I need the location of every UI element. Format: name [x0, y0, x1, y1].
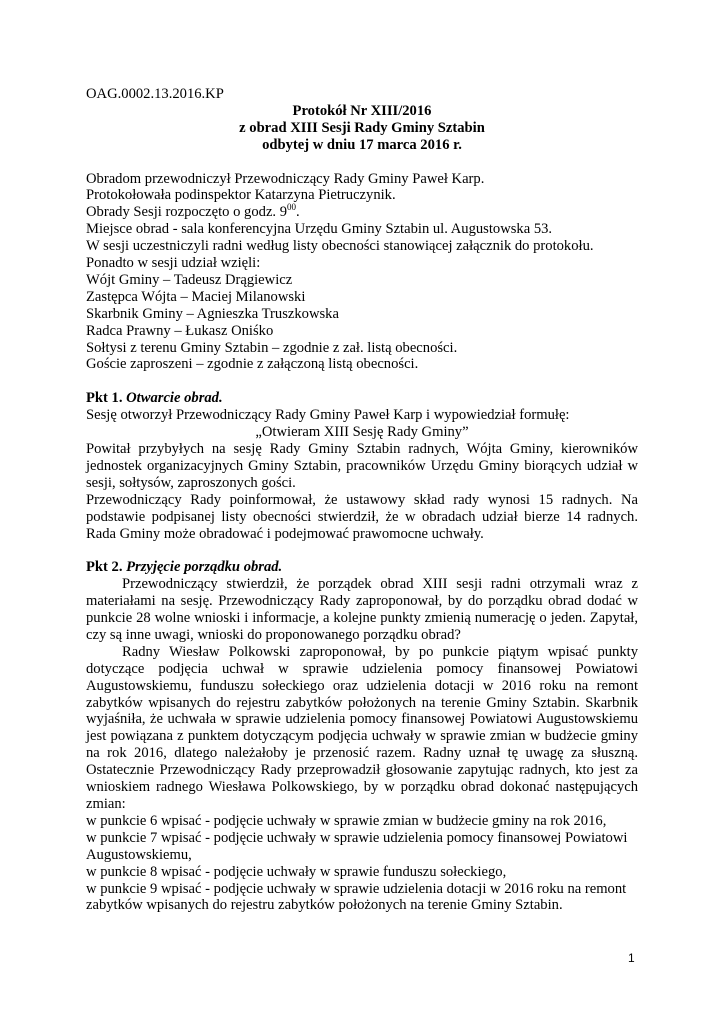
page-number: 1 [628, 951, 635, 965]
attendance-line: W sesji uczestniczyli radni według listy obecności stanowiącej załącznik do protokołu. [86, 238, 594, 255]
document-reference: OAG.0002.13.2016.KP [86, 86, 224, 102]
attendee-legal: Radca Prawny – Łukasz Oniśko [86, 322, 274, 339]
pkt2-item-1: w punkcie 6 wpisać - podjęcie uchwały w sprawie zmian w budżecie gminy na rok 2016, [86, 812, 607, 829]
pkt1-lead: Sesję otworzył Przewodniczący Rady Gminy Paweł Karp i wypowiedział formułę: [86, 407, 570, 424]
attendee-deputy: Zastępca Wójta – Maciej Milanowski [86, 288, 306, 305]
pkt2-heading: Pkt 2. Przyjęcie porządku obrad. [86, 559, 283, 576]
also-present-line: Ponadto w sesji udział wzięli: [86, 255, 261, 272]
attendee-soltys: Sołtysi z terenu Gminy Sztabin – zgodnie z zał. listą obecności. [86, 339, 458, 356]
pkt1-paragraph-2: Przewodniczący Rady poinformował, że ustawowy skład rady wynosi 15 radnych. Na podstawie podpisanej listy obecności stwierdził, że w obradach udział bierze 14 radnych. Rada Gminy może obradować i podejmować prawomocne uchwały. [86, 491, 638, 542]
pkt2-item-4: w punkcie 9 wpisać - podjęcie uchwały w sprawie udzielenia dotacji w 2016 roku na remont zabytków wpisanych do rejestru zabytków położonych na terenie Gminy Sztabin. [86, 880, 627, 914]
attendee-mayor: Wójt Gminy – Tadeusz Drągiewicz [86, 271, 293, 288]
pkt1-paragraph-1: Powitał przybyłych na sesję Rady Gminy Sztabin radnych, Wójta Gminy, kierowników jednostek organizacyjnych Gminy Sztabin, pracowników Urzędu Gminy biorących udział w sesji, sołtysów, zaproszonych gości. [86, 441, 638, 491]
start-time-line: Obrady Sesji rozpoczęto o godz. $9^{00}$. [86, 202, 300, 221]
pkt1-heading: Pkt 1. Otwarcie obrad. [86, 390, 223, 407]
title-line-1: Protokół Nr XIII/2016 [292, 102, 432, 119]
attendee-guests: Goście zaproszeni – zgodnie z załączoną listą obecności. [86, 356, 419, 373]
pkt2-paragraph-1: Przewodniczący stwierdził, że porządek obrad XIII sesji radni otrzymali wraz z materiałami na sesję. Przewodniczący Rady zaproponował, by do porządku obrad dodać w punkcie 28 wolne wnioski i informacje, a kolejne punkty zmienią numerację o jeden. Zapytał, czy są inne uwagi, wnioski do proponowanego porządku obrad? [86, 576, 638, 643]
document-body [86, 86, 638, 914]
venue-line: Miejsce obrad - sala konferencyjna Urzędu Gminy Sztabin ul. Augustowska 53. [86, 221, 553, 238]
chairperson-line: Obradom przewodniczył Przewodniczący Rady Gminy Paweł Karp. [86, 170, 485, 187]
attendee-treasurer: Skarbnik Gminy – Agnieszka Truszkowska [86, 305, 339, 322]
pkt1-quote: „Otwieram XIII Sesję Rady Gminy” [255, 424, 469, 441]
pkt2-item-3: w punkcie 8 wpisać - podjęcie uchwały w sprawie funduszu sołeckiego, [86, 863, 507, 880]
recorder-line: Protokołowała podinspektor Katarzyna Pietruczynik. [86, 187, 396, 204]
pkt2-paragraph-2: Radny Wiesław Polkowski zaproponował, by po punkcie piątym wpisać punkty dotyczące podjęcia uchwał w sprawie udzielenia pomocy finansowej Powiatowi Augustowskiemu, funduszu sołeckiego oraz udzielenia dotacji w 2016 roku na remont zabytków wpisanych do rejestru zabytków położonych na terenie Gminy Sztabin. Skarbnik wyjaśniła, że uchwała w sprawie udzielenia pomocy finansowej Powiatowi Augustowskiemu jest powiązana z punktem dotyczącym podjęcia uchwały w sprawie zmian w budżecie gminy na rok 2016, dlatego należałoby je przenosić razem. Radny uznał tę uwagę za słuszną. Ostatecznie Przewodniczący Rady przeprowadził głosowanie zapytując radnych, kto jest za wnioskiem radnego Wiesława Polkowskiego, by w porządku obrad dokonać następujących zmian: [86, 643, 638, 813]
pkt2-item-2: w punkcie 7 wpisać - podjęcie uchwały w sprawie udzielenia pomocy finansowej Powiatowi Augustowskiemu, [86, 829, 628, 863]
title-line-2: z obrad XIII Sesji Rady Gminy Sztabin [239, 119, 485, 136]
title-line-3: odbytej w dniu 17 marca 2016 r. [262, 136, 462, 153]
